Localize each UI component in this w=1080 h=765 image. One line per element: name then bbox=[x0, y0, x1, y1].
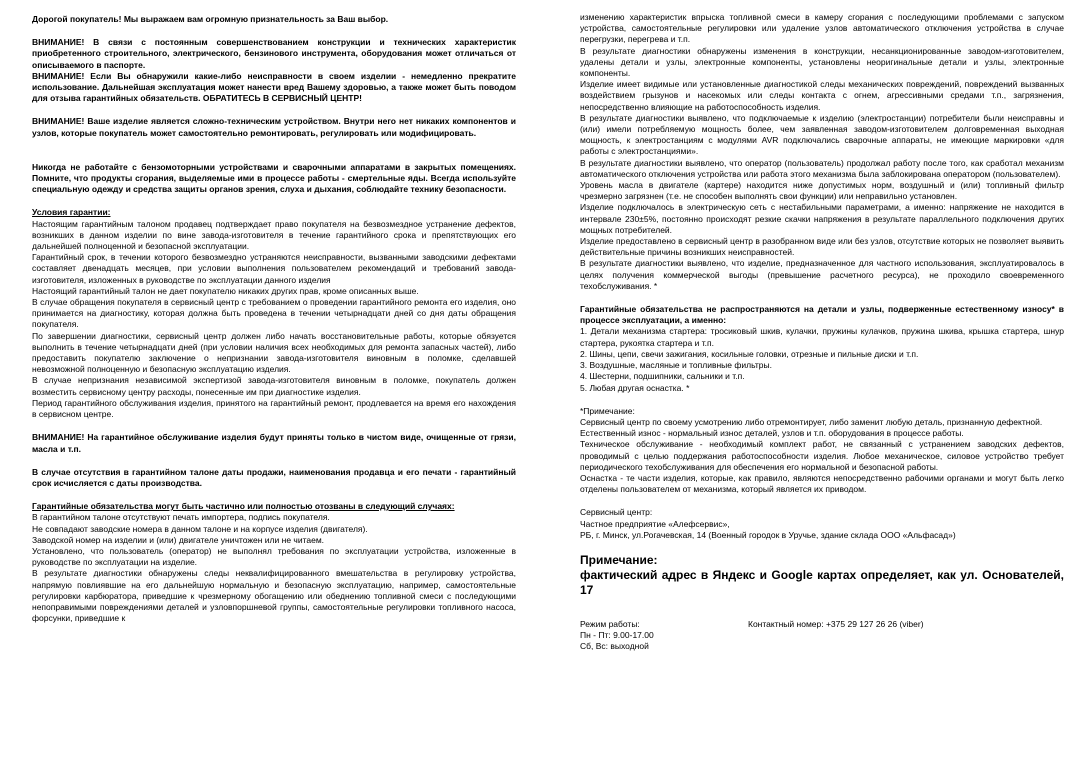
revoke-item: В результате диагностики выявлено, что подключаемые к изделию (электростанции) потребители были неисправны и (или) имели потребляемую мощность более, чем заявленная заводом-изготовителем долговременная выходная мощность, к электростанциям с модулями AVR подключались сварочные аппараты, не имеющие маркировки «для работы с электростанциями». bbox=[580, 112, 1064, 157]
conditions-item: По завершении диагностики, сервисный центр должен либо начать восстановительные работы, которые обязуется выполнить в течение четырнадцати дней (при условии наличия всех необходимых для ремонта запасных частей), либо предоставить покупателю заключение о непризнании завода-изготовителя виновным в поломке, сделавшей невозможной полноценную и безопасную эксплуатацию изделия. bbox=[32, 330, 516, 375]
revoke-item: Заводской номер на изделии и (или) двигателе уничтожен или не читаем. bbox=[32, 534, 325, 545]
no-date-paragraph: В случае отсутствия в гарантийном талоне даты продажи, наименования продавца и его печати - гарантийный срок исчисляется с даты производства. bbox=[32, 466, 516, 488]
revoke-item: изменению характеристик впрыска топливной смеси в камеру сгорания с последующими проблемами с запуском устройства, самостоятельные регулировки или удаление узлов автоматического отключения устройства в случае перегрузки, перегрева и т.п. bbox=[580, 12, 1064, 45]
revoke-item: В результате диагностики обнаружены следы неквалифицированного вмешательства в регулировку устройства, напрямую повлиявшие на его дальнейшую нормальную и безопасную эксплуатацию, например, самостоятельные регулировки карбюратора, приведшие к чрезмерному обогащению или обеднению топливной смеси с последующими непоправимыми повреждениями деталей и узловпоршневой группы, самостоятельные регулировки топливного насоса, форсунки, приведшие к bbox=[32, 568, 516, 624]
service-line: Сервисный центр: bbox=[580, 507, 653, 518]
greeting: Дорогой покупатель! Мы выражаем вам огромную признательность за Ваш выбор. bbox=[32, 14, 389, 24]
conditions-item: Настоящим гарантийным талоном продавец подтверждает право покупателя на безвозмездное устранение дефектов, возникших в данном изделии по вине завода-изготовителя в течение гарантийного срока и препятствующих его дальнейшей полноценной и безопасной эксплуатации. bbox=[32, 218, 516, 252]
wear-item: 1. Детали механизма стартера: тросиковый шкив, кулачки, пружины кулачков, пружина шкива, крышка стартера, шнур стартера, рукоятка стартера и т.п. bbox=[580, 326, 1064, 348]
note-item: Оснастка - те части изделия, которые, как правило, являются непосредственно рабочими органами и могут быть легко отделены пользователем от механизма, который является их приводом. bbox=[580, 472, 1064, 495]
hours-weekend: Сб, Вс: выходной bbox=[580, 641, 649, 652]
revoke-item: Не совпадают заводские номера в данном талоне и на корпусе изделия (двигателя). bbox=[32, 523, 368, 534]
service-line: Частное предприятие «Алефсервис», bbox=[580, 518, 730, 529]
conditions-item: Настоящий гарантийный талон не дает покупателю никаких других прав, кроме описанных выше. bbox=[32, 285, 419, 296]
wear-item: 5. Любая другая оснастка. * bbox=[580, 382, 690, 393]
revoke-item: Изделие предоставлено в сервисный центр в разобранном виде или без узлов, отсутствие которых не позволяет выявить действительные причины возникших неисправностей. bbox=[580, 236, 1064, 258]
revoke-item: В результате диагностики выявлено, что оператор (пользователь) продолжал работу после того, как сработал механизм автоматического отключения устройства или работа этого механизма была заблокирована оператором (пользователем). bbox=[580, 157, 1064, 179]
wear-item: 3. Воздушные, масляные и топливные фильтры. bbox=[580, 360, 772, 371]
revoke-item: В результате диагностики выявлено, что изделие, предназначенное для частного использования, эксплуатировалось в целях получения коммерческой выгоды (превышение расчетного ресурса), не проходило своевременного техобслуживания. * bbox=[580, 258, 1064, 291]
note-title: *Примечание: bbox=[580, 405, 635, 416]
wear-item: 2. Шины, цепи, свечи зажигания, косильные головки, отрезные и пильные диски и т.п. bbox=[580, 348, 919, 359]
note-item: Техническое обслуживание - необходимый комплект работ, не связанный с устранением заводских дефектов, проводимый с целью поддержания работоспособности изделия. Любое механическое, силовое устройство требует периодического техобслуживания для обеспечения его нормальной и безопасной работы. bbox=[580, 439, 1064, 472]
revoke-item: Установлено, что пользователь (оператор) не выполнял требования по эксплуатации устройства, изложенные в руководстве по эксплуатации на изделие. bbox=[32, 545, 516, 568]
conditions-item: Гарантийный срок, в течении которого безвозмездно устраняются неисправности, вызванными заводскими дефектами составляет двенадцать месяцев, при условии выполнения пользователем рекомендаций и требований завода-изготовителя, изложенных в руководстве по эксплуатации данного изделия bbox=[32, 252, 516, 285]
conditions-item: Период гарантийного обслуживания изделия, принятого на гарантийный ремонт, продлевается на время его нахождения в сервисном центре. bbox=[32, 397, 516, 420]
attention-paragraph-2: ВНИМАНИЕ! Если Вы обнаружили какие-либо неисправности в своем изделии - немедленно прекратите использование. Дальнейшая эксплуатация может нанести вред Вашему здоровью, а также может быть поводом для отзыва гарантийных обязательств. ОБРАТИТЕСЬ В СЕРВИСНЫЙ ЦЕНТР! bbox=[32, 70, 516, 104]
conditions-title: Условия гарантии: bbox=[32, 207, 111, 218]
revoke-item: Изделие подключалось в электрическую сеть с нестабильными параметрами, а именно: напряжение не находится в интервале 230±5%, постоянно происходят резкие скачки напряжения в результате параллельного подключения других мощных потребителей. bbox=[580, 202, 1064, 235]
wear-item: 4. Шестерни, подшипники, сальники и т.п. bbox=[580, 371, 745, 382]
attention-paragraph-4: ВНИМАНИЕ! На гарантийное обслуживание изделия будут приняты только в чистом виде, очищенные от грязи, масла и т.п. bbox=[32, 432, 516, 454]
conditions-item: В случае непризнания независимой экспертизой завода-изготовителя виновным в поломке, покупатель должен возместить сервисному центру расходы, понесенные им при диагностике изделия. bbox=[32, 375, 516, 397]
hours-weekday: Пн - Пт: 9.00-17.00 bbox=[580, 630, 654, 641]
conditions-item: В случае обращения покупателя в сервисный центр с требованием о проведении гарантийного ремонта его изделия, оно принимается на диагностику, которая должна быть проведена в течении четырнадцати дней со дня даты обращения покупателя. bbox=[32, 297, 516, 330]
contact-number: Контактный номер: +375 29 127 26 26 (viber) bbox=[748, 618, 924, 629]
attention-paragraph-1: ВНИМАНИЕ! В связи с постоянным совершенствованием конструкции и технических характеристик приобретенного строительного, электрического, бензинового инструмента, оборудования может отличаться от описываемого в паспорте. bbox=[32, 37, 516, 70]
contact-block bbox=[748, 619, 924, 653]
hours-title: Режим работы: bbox=[580, 618, 640, 629]
revoke-item: Уровень масла в двигателе (картере) находится ниже допустимых норм, воздушный и (или) топливный фильтр чрезмерно загрязнен (т.е. не способен выполнять свои функции) или неправильно установлен. bbox=[580, 180, 1064, 202]
left-column bbox=[32, 14, 516, 624]
service-line: РБ, г. Минск, ул.Рогачевская, 14 (Военный городок в Уручье, здание склада ООО «Альфасад») bbox=[580, 529, 956, 540]
revoke-title: Гарантийные обязательства могут быть частично или полностью отозваны в следующий случаях: bbox=[32, 501, 455, 512]
revoke-item: Изделие имеет видимые или установленные диагностикой следы механических повреждений, повреждений вызванных воздействием грызунов и насекомых или следы контакта с огнем, агрессивными средами т.п., загрязнения, непосредственно влияющие на работоспособность изделия. bbox=[580, 79, 1064, 112]
attention-paragraph-3: ВНИМАНИЕ! Ваше изделие является сложно-техническим устройством. Внутри него нет никаких компонентов и узлов, которые покупатель может самостоятельно ремонтировать, регулировать или модифицировать. bbox=[32, 116, 516, 138]
revoke-item: В результате диагностики обнаружены изменения в конструкции, несанкционированные заводом-изготовителем, удалены детали и узлы, электронные компоненты, установлены неоригинальные детали и узлы, электронные компоненты. bbox=[580, 45, 1064, 79]
hours-block bbox=[580, 619, 748, 653]
right-column bbox=[580, 12, 1064, 653]
big-note-text: фактический адрес в Яндекс и Google картах определяет, как ул. Основателей, 17 bbox=[580, 567, 1064, 597]
big-note-title: Примечание: bbox=[580, 552, 658, 567]
hours-contact-row bbox=[580, 619, 1064, 653]
revoke-item: В гарантийном талоне отсутствуют печать импортера, подпись покупателя. bbox=[32, 512, 330, 523]
safety-paragraph: Никогда не работайте с бензомоторными устройствами и сварочными аппаратами в закрытых помещениях. Помните, что продукты сгорания, выделяемые ими в процессе работы - смертельные яды. Всегда используйте специальную одежду и средства защиты органов зрения, слуха и дыхания, соблюдайте технику безопасности. bbox=[32, 161, 516, 195]
note-item: Сервисный центр по своему усмотрению либо отремонтирует, либо заменит любую деталь, признанную дефектной. bbox=[580, 416, 1043, 427]
note-item: Естественный износ - нормальный износ деталей, узлов и т.п. оборудования в процессе работы. bbox=[580, 428, 964, 439]
wear-title: Гарантийные обязательства не распространяются на детали и узлы, подверженные естественному износу* в процессе эксплуатации, а именно: bbox=[580, 304, 1064, 326]
